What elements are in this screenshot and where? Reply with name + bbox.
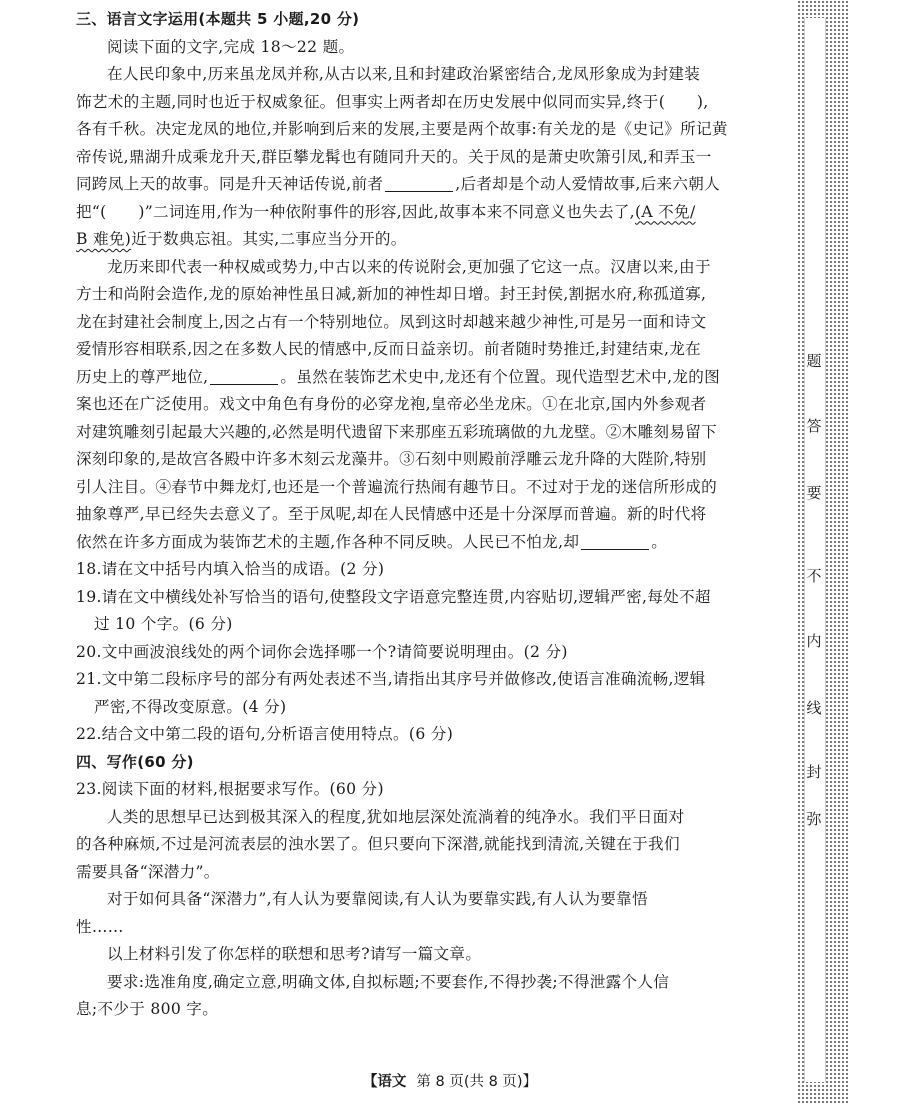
question-18: 18.请在文中括号内填入恰当的成语。(2 分) (76, 560, 385, 578)
passage-line: 案也还在广泛使用。戏文中角色有身份的必穿龙袍,皇帝必坐龙床。①在北京,国内外参观者 (76, 395, 707, 413)
question-23: 23.阅读下面的材料,根据要求写作。(60 分) (76, 780, 384, 798)
seal-char: 内 (806, 632, 822, 650)
section-3-heading: 三、语言文字运用(本题共 5 小题,20 分) (76, 10, 360, 28)
question-20: 20.文中画波浪线处的两个词你会选择哪一个?请简要说明理由。(2 分) (76, 642, 568, 661)
fill-blank-3 (581, 531, 649, 550)
passage-line: 饰艺术的主题,同时也近于权威象征。但事实上两者却在历史发展中似同而实异,终于( ), (76, 92, 709, 111)
seal-char: 题 (806, 352, 822, 370)
passage-line: 龙在封建社会制度上,因之占有一个特别地位。凤到这时却越来越少神性,可是另一面和诗文 (76, 312, 707, 331)
seal-char: 线 (806, 699, 822, 717)
passage-line (76, 529, 788, 557)
passage-text: 历史上的尊严地位, (76, 367, 209, 386)
passage-text: 。虽然在装饰艺术史中,龙还有个位置。现代造型艺术中,龙的图 (280, 367, 721, 386)
passage-line: 深刻印象的,是故宫各殿中许多木刻云龙藻井。③石刻中则殿前浮雕云龙升降的大陛阶,特别 (76, 450, 707, 468)
requirements-line: 息;不少于 800 字。 (76, 1000, 219, 1018)
footer-page-number: 第 8 页(共 8 页)】 (416, 1074, 538, 1090)
question-19-cont: 过 10 个字。(6 分) (94, 615, 233, 633)
footer-subject: 【语文 (362, 1074, 407, 1090)
wavy-underlined-choice: B 难免) (76, 230, 132, 248)
passage-text: ,后者却是个动人爱情故事,后来六朝人 (455, 175, 721, 193)
material-line: 对于如何具备“深潜力”,有人认为要靠阅读,有人认为要靠实践,有人认为要靠悟 (107, 890, 648, 908)
seal-line-strip (804, 18, 826, 1082)
passage-text: 依然在许多方面成为装饰艺术的主题,作各种不同反映。人民已不怕龙,却 (76, 532, 580, 551)
seal-char: 要 (806, 484, 822, 502)
section-4-heading: 四、写作(60 分) (76, 752, 194, 771)
material-line: 需要具备“深潜力”。 (76, 862, 220, 881)
question-19: 19.请在文中横线处补写恰当的语句,使整段文字语意完整连贯,内容贴切,逻辑严密,每处不超 (76, 587, 711, 606)
material-line: 性…… (76, 917, 124, 936)
writing-prompt: 以上材料引发了你怎样的联想和思考?请写一篇文章。 (107, 945, 482, 963)
passage-line: 抽象尊严,早已经失去意义了。至于凤呢,却在人民情感中还是十分深厚而普遍。新的时代将 (76, 505, 707, 523)
passage-line (76, 199, 788, 227)
passage-line: 引人注目。④春节中舞龙灯,也还是一个普遍流行热闹有趣节日。不过对于龙的迷信所形成的 (76, 477, 718, 496)
passage-line: 对建筑雕刻引起最大兴趣的,必然是明代遗留下来那座五彩琉璃做的九龙壁。②木雕刻易留下 (76, 422, 718, 441)
passage-line (76, 364, 788, 392)
passage-text: 同跨凤上天的故事。同是升天神话传说,前者 (76, 175, 384, 193)
passage-line: 帝传说,鼎湖升成乘龙升天,群臣攀龙髯也有随同升天的。关于凤的是萧史吹箫引凤,和弄玉一 (76, 147, 712, 166)
passage-line: 各有千秋。决定龙凤的地位,并影响到后来的发展,主要是两个故事:有关龙的是《史记》所记黄 (76, 120, 728, 138)
wavy-underlined-choice: (A 不免/ (634, 202, 696, 221)
question-21-cont: 严密,不得改变原意。(4 分) (94, 697, 287, 716)
seal-char: 弥 (806, 810, 822, 828)
passage-line: 龙历来即代表一种权威或势力,中古以来的传说附会,更加强了它这一点。汉唐以来,由于 (107, 257, 711, 276)
material-line: 人类的思想早已达到极其深入的程度,犹如地层深处流淌着的纯净水。我们平日面对 (107, 807, 685, 826)
fill-blank-2 (210, 366, 278, 385)
page-footer (0, 1070, 900, 1091)
passage-line (76, 226, 788, 254)
seal-char: 答 (806, 417, 822, 435)
seal-char: 不 (806, 567, 822, 585)
passage-text: 近于数典忘祖。其实,二事应当分开的。 (131, 230, 407, 248)
passage-line: 方士和尚附会造作,龙的原始神性虽日减,新加的神性却日增。封王封侯,割据水府,称孤道寡, (76, 285, 707, 303)
passage-line: 在人民印象中,历来虽龙凤并称,从古以来,且和封建政治紧密结合,龙凤形象成为封建装 (107, 65, 701, 83)
requirements-line: 要求:选准角度,确定立意,明确文体,自拟标题;不要套作,不得抄袭;不得泄露个人信 (107, 972, 670, 991)
material-line: 的各种麻烦,不过是河流表层的浊水罢了。但只要向下深潜,就能找到清流,关键在于我们 (76, 835, 680, 853)
passage-line (76, 171, 788, 199)
question-22: 22.结合文中第二段的语句,分析语言使用特点。(6 分) (76, 725, 454, 743)
passage-text: 把“( )”二词连用,作为一种依附事件的形容,因此,故事本来不同意义也失去了, (76, 202, 635, 221)
question-21: 21.文中第二段标序号的部分有两处表述不当,请指出其序号并做修改,使语言准确流畅,逻辑 (76, 670, 706, 688)
seal-char: 封 (806, 763, 822, 781)
reading-instruction: 阅读下面的文字,完成 18～22 题。 (107, 37, 355, 56)
fill-blank-1 (385, 173, 453, 192)
exam-page-content (76, 6, 788, 1024)
passage-line: 爱情形容相联系,因之在多数人民的情感中,反而日益亲切。前者随时势推迁,封建结束,龙在 (76, 340, 701, 358)
passage-text: 。 (651, 532, 668, 551)
